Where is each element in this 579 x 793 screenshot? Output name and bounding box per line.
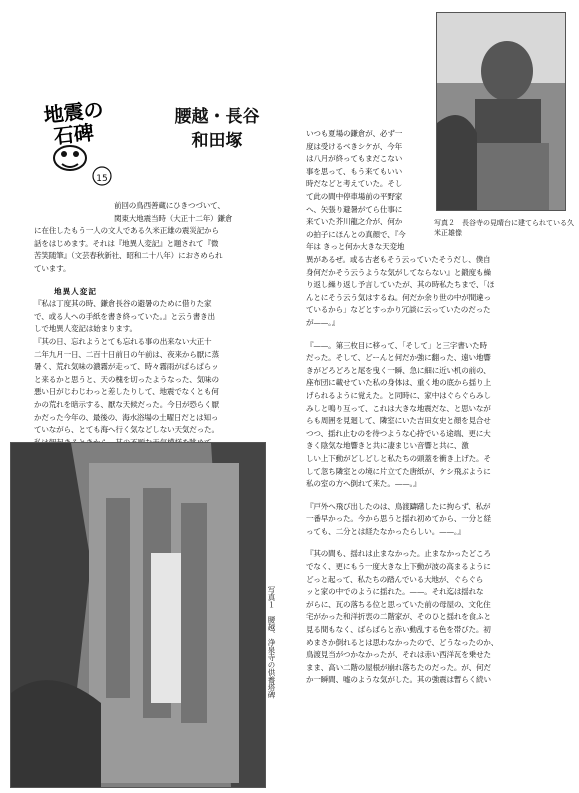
text-line: 見る間もなく、ばらばらと赤い動乱する色を帯びた。初: [306, 625, 491, 635]
text-line: かの荒れを暗示する、厭な天候だった。今日が恐らく厭: [34, 399, 219, 409]
text-line: で、或る人への手紙を書き終っていた。』と云う書き出: [34, 311, 215, 321]
text-line: 苦笑随筆』（文芸春秋新社、昭和二十八年）におさめられ: [34, 251, 223, 261]
text-line: 『私は丁度其の時、鎌倉長谷の避暑のために借りた家: [34, 299, 212, 309]
text-line: げられるように覚えた。と同時に、家中はぐらぐらみし: [306, 390, 491, 400]
svg-text:石碑: 石碑: [52, 120, 95, 149]
text-line: まま、高い二階の屋根が崩れ落ちたのだった。が、何だ: [306, 662, 491, 672]
svg-text:地震の: 地震の: [42, 97, 105, 128]
text-line: みしと鳴り互って、これは大きな地震だな、と思いなが: [306, 403, 491, 413]
text-line: て此の間中停車場前の平野家: [306, 191, 403, 201]
text-line: 悪い日がじわじわっと差したりして、地震でなくとも何: [34, 387, 219, 397]
text-line: が——。』: [306, 317, 340, 327]
text-line: ています。: [34, 263, 71, 273]
text-line: きく陰気な地響きと共に凄まじい音響と共に、激: [306, 441, 469, 451]
photo-kume-statue: [436, 12, 566, 211]
text-line: っても、二分とは経たなかったらしい。——。』: [306, 526, 465, 536]
text-line: ていながら、とても海へ行く気などしない天気だった。: [34, 425, 219, 435]
text-line: 『其の日、忘れようとても忘れる事の出来ない大正十: [34, 336, 212, 346]
text-line: へ、矢張り避暑がてら仕事に: [306, 204, 403, 214]
text-line: 『戸外へ飛び出したのは、鳥渡躊躇したに拘らず、私が: [306, 501, 491, 511]
text-line: 私の室の方へ倒れて来た。——。』: [306, 479, 421, 489]
title-line-2: 和田塚: [191, 131, 243, 151]
text-line: 異があるぜ。或る古老もそう云っていたそうだし、僕自: [306, 255, 491, 264]
text-line: 身何だかそう云うような気がしてならない』と鍛度も繰: [306, 267, 491, 277]
text-line: がらに、瓦の落ちる位と思っていた前の母屋の、文化住: [306, 599, 491, 609]
series-logo: [40, 96, 132, 188]
text-line: でなく、更にもう一度大きな上下動が波の高まるように: [306, 562, 491, 572]
text-line: 『其の間も、揺れは止まなかった。止まなかったどころ: [306, 549, 491, 559]
logo-illustration-icon: [40, 96, 132, 188]
photo-memorial-stele: [10, 442, 266, 788]
text-line: 宅がかった和洋折衷の二階家が、そのひと揺れを食ふと: [306, 612, 491, 622]
text-line: しで地異人変記は始まります。: [34, 324, 137, 334]
text-line: 座布団に載せていた私の身体は、重く地の底から揺り上: [306, 378, 491, 388]
text-line: きがどろどろと尾を曳く一瞬、急に細に近い机の前の、: [306, 365, 491, 375]
right-column-continued: [306, 254, 554, 687]
title-line-1: 腰越・長谷: [174, 107, 260, 127]
text-line: つつ、揺れ止むのを待つような心持でいる途端、更に大: [306, 428, 491, 438]
section-subheading: 地異人変記: [54, 286, 97, 296]
text-line: かだった今年の、最後の、海水浴場の土曜日だとは知っ: [34, 412, 219, 422]
text-line: んとにそう云う気はするね。何だか余り世の中が間違っ: [306, 292, 491, 302]
text-line: 一番早かった。今から思うと揺れ初めてから、一分と経: [306, 514, 491, 524]
text-line: り返し繰り返し予言していたが、其の時私たちまで、「ほ: [306, 280, 495, 290]
text-line: 話をはじめます。それは『地異人変記』と題されて『微: [34, 238, 219, 248]
text-line: 年は きっと何か大きな天変地: [306, 242, 405, 252]
intro-text: [34, 200, 299, 449]
text-line: だった。そして、どーんと何だか強に翻った、遠い地響: [306, 353, 491, 363]
series-number: 15: [96, 174, 108, 184]
text-line: 二年九月一日、二百十日前日の午前は、夜来から厭に蒸: [34, 349, 219, 359]
photo2-caption: 写真２ 長谷寺の見晴台に建てられている久米正雄像: [434, 219, 574, 237]
text-line: ッと家の中でのように揺れた。——。それ迄は揺れな: [306, 587, 484, 597]
text-line: 度は受けるべきシケが、今年: [306, 141, 402, 151]
article-title: [162, 105, 272, 153]
text-line: 時だなどと考えていた。そし: [306, 179, 403, 189]
text-line: どっと起って、私たちの踏んでいる大地が、ぐらぐら: [306, 574, 484, 584]
text-line: めまさか倒れるとは思わなかったので、どうなったのか、: [306, 637, 499, 647]
text-line: しい上下動がどしどしと私たちの頭蓋を衝き上げた。そ: [306, 453, 491, 463]
text-line: ているから」などとすっかり冗談に云っていたのだった: [306, 305, 491, 315]
text-line: いつも夏場の鎌倉が、必ず一: [306, 129, 403, 138]
text-line: して忽ち隣室との境に片立てた唐紙が、ケシ飛ぶように: [306, 466, 491, 476]
right-column-top: [306, 128, 432, 254]
text-line: の拍子にほんとの真顔で、『今: [306, 229, 406, 239]
photo1-caption: 写真１ 腰越、浄泉寺の供養塔碑: [267, 586, 276, 699]
text-line: と来るかと思うと、天の槐を切ったようなった、気味の: [34, 374, 219, 384]
text-line: 関東大地震当時（大正十二年）鎌倉: [114, 213, 233, 223]
text-line: らも周囲を見廻して、隣室にいた吉田女史と顔を見合せ: [306, 416, 491, 426]
text-line: は八月が終ってもまだこない: [306, 154, 403, 164]
text-line: 鳥渡見当がつかなかったが、それは赤い西洋瓦を乗せた: [306, 650, 491, 660]
text-line: 前回の鳥西善蔵にひきつづいて、: [114, 201, 225, 210]
text-line: 『——。第三枚目に移って、「そして」と三字書いた時: [306, 340, 487, 350]
text-line: 暑く、荒れ気味の濃霧が走って、時々霧雨がぱらぱらッ: [34, 362, 219, 372]
text-line: に在住したもう一人の文人である久米正雄の震災記から: [34, 226, 219, 236]
text-line: 事を思って、もう来てもいい: [306, 166, 402, 176]
text-line: か一瞬間、嘘のような気がした。其の強震は暫らく続い: [306, 675, 491, 685]
text-line: 来ていた芥川龍之介が、何か: [306, 217, 403, 227]
